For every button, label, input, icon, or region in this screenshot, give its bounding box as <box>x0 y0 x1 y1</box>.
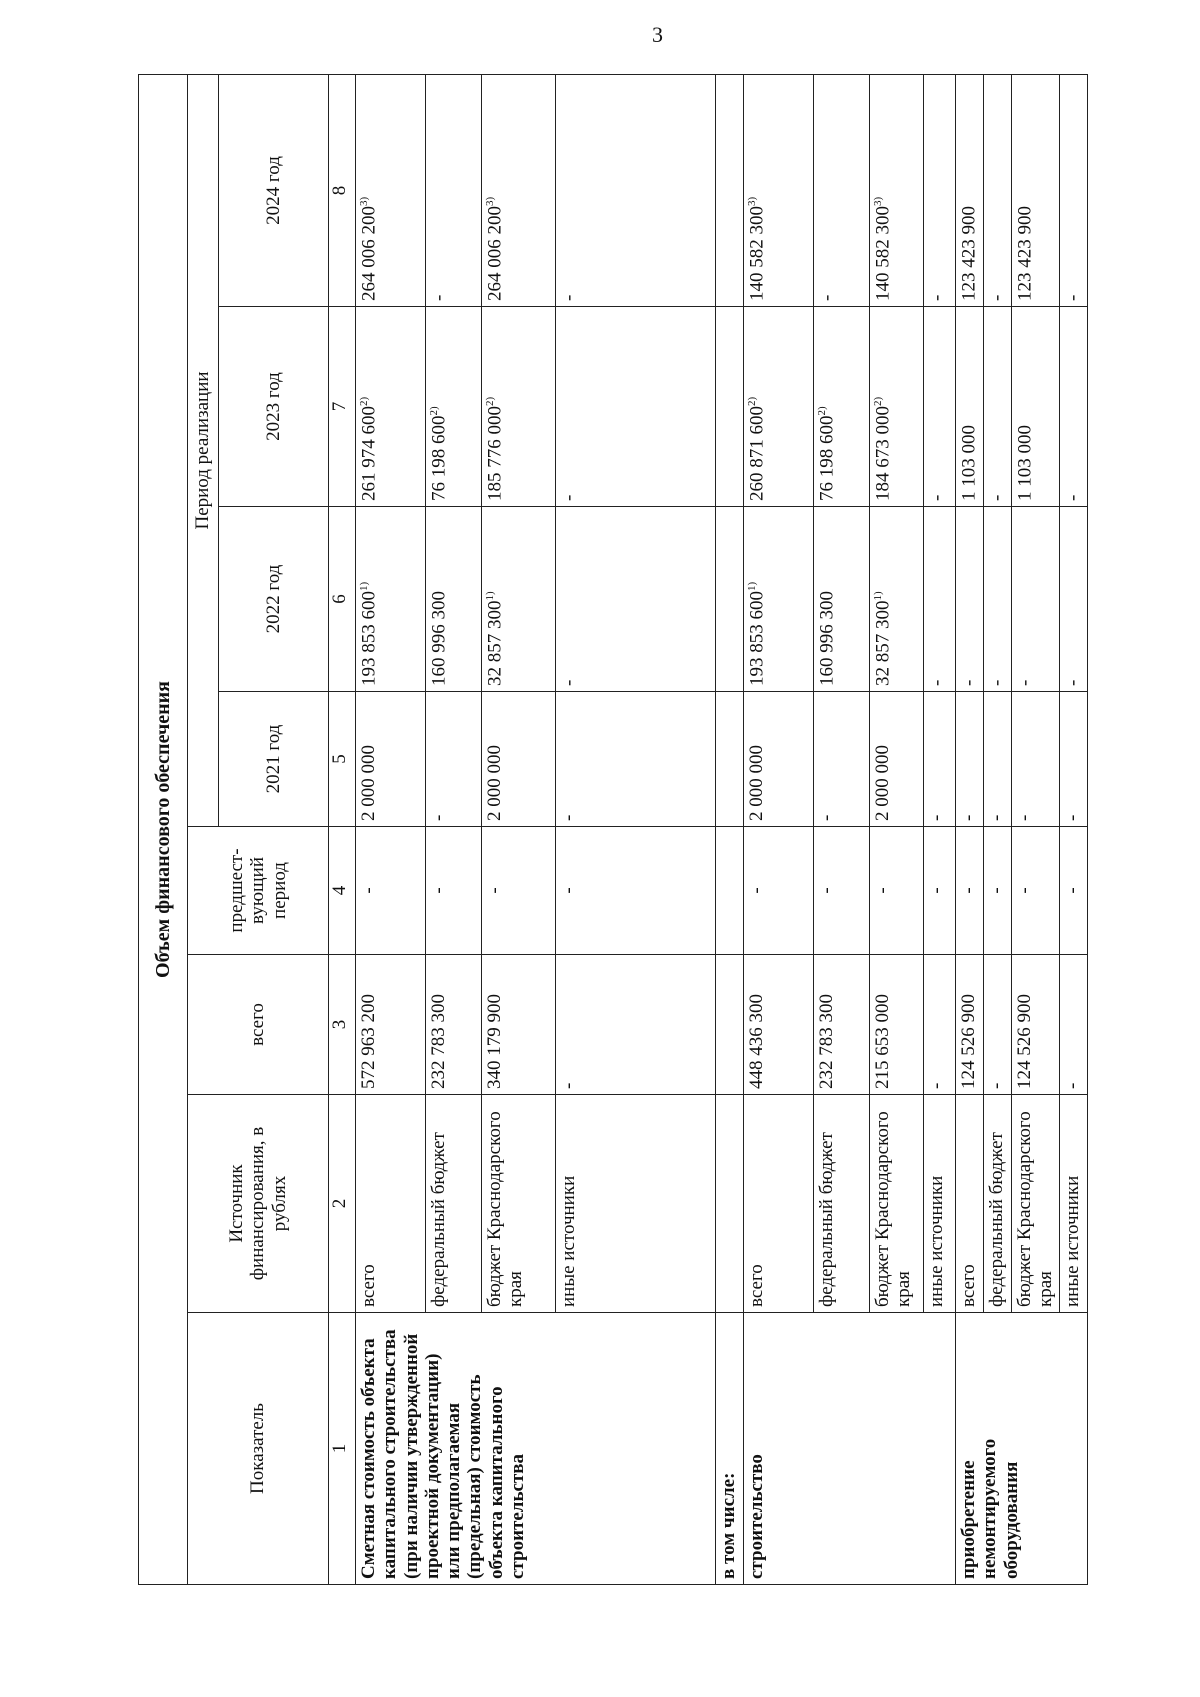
previous-cell: - <box>924 827 956 955</box>
indicator-cell: приобретение немонтируемого оборудования <box>956 1313 1088 1585</box>
source-cell: федеральный бюджет <box>426 1095 482 1313</box>
year-2022-cell-value: - <box>926 679 948 686</box>
header-year-2023: 2023 год <box>219 307 329 507</box>
year-2021-cell: 2 000 000 <box>744 692 814 827</box>
year-2023-cell <box>984 307 1012 507</box>
year-2023-cell <box>870 307 924 507</box>
year-2021-cell: - <box>956 692 984 827</box>
year-2023-cell-footnote: 2) <box>428 406 440 416</box>
total-cell: 340 179 900 <box>482 955 556 1095</box>
year-2024-cell <box>1059 74 1087 306</box>
year-2022-cell-value: 193 853 600 <box>358 591 380 686</box>
year-2024-cell <box>482 74 556 306</box>
year-2022-cell-value: - <box>558 679 580 686</box>
year-2023-cell <box>1059 307 1087 507</box>
header-total: всего <box>188 955 329 1095</box>
indicator-cell: строительство <box>744 1313 956 1585</box>
year-2023-cell <box>1012 307 1060 507</box>
source-cell: иные источники <box>924 1095 956 1313</box>
year-2024-cell <box>356 74 426 306</box>
year-2022-cell-value: 160 996 300 <box>428 591 450 686</box>
year-2023-cell-value: 260 871 600 <box>746 406 768 501</box>
year-2024-cell <box>556 74 716 306</box>
total-cell: - <box>984 955 1012 1095</box>
year-2023-cell-value: - <box>986 494 1008 501</box>
col-number: 2 <box>329 1095 356 1313</box>
year-2023-cell-value: 1 103 000 <box>958 425 980 501</box>
year-2024-cell <box>870 74 924 306</box>
year-2022-cell-value: - <box>986 679 1008 686</box>
previous-cell: - <box>1059 827 1087 955</box>
year-2023-cell <box>956 307 984 507</box>
subheader-label: в том числе: <box>716 1313 744 1585</box>
empty-cell <box>716 507 744 692</box>
year-2022-cell <box>426 507 482 692</box>
year-2023-cell-value: - <box>558 494 580 501</box>
year-2024-cell-value: 140 582 300 <box>746 206 768 301</box>
year-2022-cell-value: 160 996 300 <box>816 591 838 686</box>
year-2022-cell <box>956 507 984 692</box>
year-2022-cell <box>482 507 556 692</box>
header-year-2021: 2021 год <box>219 692 329 827</box>
year-2022-cell-value: 193 853 600 <box>746 591 768 686</box>
total-cell: 232 783 300 <box>814 955 870 1095</box>
year-2023-cell-value: - <box>926 494 948 501</box>
year-2024-cell-value: 123 423 900 <box>1014 206 1036 301</box>
col-number: 7 <box>329 307 356 507</box>
total-cell: 124 526 900 <box>1012 955 1060 1095</box>
year-2024-cell <box>956 74 984 306</box>
year-2024-cell-value: 264 006 200 <box>484 206 506 301</box>
year-2022-cell-footnote: 1) <box>358 581 370 591</box>
year-2023-cell-footnote: 2) <box>484 396 496 406</box>
previous-cell: - <box>556 827 716 955</box>
table-row <box>744 74 814 1584</box>
header-period: Период реализации <box>188 74 219 826</box>
empty-cell <box>716 74 744 306</box>
empty-cell <box>716 955 744 1095</box>
total-cell: - <box>556 955 716 1095</box>
year-2023-cell <box>482 307 556 507</box>
col-number: 1 <box>329 1313 356 1585</box>
year-2023-cell-value: 1 103 000 <box>1014 425 1036 501</box>
year-2022-cell <box>814 507 870 692</box>
year-2022-cell <box>924 507 956 692</box>
header-previous: предшест-вующий период <box>188 827 329 955</box>
year-2022-cell <box>356 507 426 692</box>
total-cell: 232 783 300 <box>426 955 482 1095</box>
year-2023-cell-value: 261 974 600 <box>358 406 380 501</box>
year-2022-cell <box>870 507 924 692</box>
title-row <box>139 74 188 1584</box>
source-cell: бюджет Краснодарского края <box>1012 1095 1060 1313</box>
year-2024-cell <box>924 74 956 306</box>
year-2023-cell <box>924 307 956 507</box>
previous-cell: - <box>356 827 426 955</box>
year-2024-cell-value: - <box>1061 294 1083 301</box>
table-body <box>139 74 1088 1584</box>
year-2024-cell-value: - <box>986 294 1008 301</box>
header-source: Источник финансирования, в рублях <box>188 1095 329 1313</box>
column-numbers-row <box>329 74 356 1584</box>
year-2024-cell-value: 140 582 300 <box>872 206 894 301</box>
source-cell: федеральный бюджет <box>814 1095 870 1313</box>
year-2024-cell-footnote: 3) <box>872 196 884 206</box>
year-2023-cell-footnote: 2) <box>816 406 828 416</box>
year-2022-cell <box>744 507 814 692</box>
year-2022-cell <box>1059 507 1087 692</box>
empty-cell <box>716 827 744 955</box>
year-2023-cell-footnote: 2) <box>358 396 370 406</box>
source-cell: всего <box>956 1095 984 1313</box>
source-cell: федеральный бюджет <box>984 1095 1012 1313</box>
empty-cell <box>716 692 744 827</box>
year-2021-cell: - <box>1059 692 1087 827</box>
col-number: 3 <box>329 955 356 1095</box>
year-2021-cell: - <box>924 692 956 827</box>
total-cell: - <box>924 955 956 1095</box>
year-2023-cell-footnote: 2) <box>746 396 758 406</box>
rotated-table-container <box>138 75 1083 1585</box>
indicator-cell: Сметная стоимость объекта капитального строительства (при наличии утвержденной проектной документации) или предполагаемая (предельная) стоимость объекта капитального строительства <box>356 1313 716 1585</box>
header-row-1 <box>188 74 219 1584</box>
year-2024-cell-value: 123 423 900 <box>958 206 980 301</box>
year-2021-cell: 2 000 000 <box>356 692 426 827</box>
year-2023-cell-value: 76 198 600 <box>428 415 450 501</box>
empty-cell <box>716 307 744 507</box>
year-2021-cell: - <box>984 692 1012 827</box>
year-2023-cell <box>356 307 426 507</box>
year-2024-cell <box>744 74 814 306</box>
year-2022-cell <box>984 507 1012 692</box>
header-year-2024: 2024 год <box>219 74 329 306</box>
year-2023-cell <box>556 307 716 507</box>
year-2024-cell-footnote: 3) <box>484 196 496 206</box>
year-2022-cell-value: 32 857 300 <box>872 600 894 686</box>
previous-cell: - <box>984 827 1012 955</box>
source-cell: всего <box>744 1095 814 1313</box>
source-cell: бюджет Краснодарского края <box>870 1095 924 1313</box>
previous-cell: - <box>870 827 924 955</box>
year-2024-cell <box>1012 74 1060 306</box>
empty-cell <box>716 1095 744 1313</box>
year-2024-cell-value: - <box>428 294 450 301</box>
year-2024-cell-value: - <box>816 294 838 301</box>
year-2022-cell <box>556 507 716 692</box>
col-number: 6 <box>329 507 356 692</box>
col-number: 8 <box>329 74 356 306</box>
year-2022-cell-footnote: 1) <box>484 591 496 601</box>
year-2022-cell-footnote: 1) <box>746 581 758 591</box>
year-2024-cell <box>426 74 482 306</box>
previous-cell: - <box>482 827 556 955</box>
table-row <box>356 74 426 1584</box>
col-number: 4 <box>329 827 356 955</box>
year-2021-cell: - <box>814 692 870 827</box>
year-2023-cell-value: - <box>1061 494 1083 501</box>
year-2024-cell-value: 264 006 200 <box>358 206 380 301</box>
previous-cell: - <box>426 827 482 955</box>
year-2021-cell: - <box>556 692 716 827</box>
total-cell: 124 526 900 <box>956 955 984 1095</box>
table-row <box>956 74 984 1584</box>
year-2024-cell-footnote: 3) <box>746 196 758 206</box>
source-cell: иные источники <box>556 1095 716 1313</box>
previous-cell: - <box>744 827 814 955</box>
subheader-row <box>716 74 744 1584</box>
year-2022-cell-value: - <box>958 679 980 686</box>
source-cell: бюджет Краснодарского края <box>482 1095 556 1313</box>
header-year-2022: 2022 год <box>219 507 329 692</box>
previous-cell: - <box>956 827 984 955</box>
year-2023-cell-value: 76 198 600 <box>816 415 838 501</box>
year-2021-cell: 2 000 000 <box>482 692 556 827</box>
year-2022-cell-value: - <box>1061 679 1083 686</box>
source-cell: всего <box>356 1095 426 1313</box>
year-2024-cell <box>984 74 1012 306</box>
total-cell: 215 653 000 <box>870 955 924 1095</box>
year-2021-cell: - <box>1012 692 1060 827</box>
page-number: 3 <box>652 22 663 47</box>
year-2024-cell-value: - <box>558 294 580 301</box>
year-2023-cell-footnote: 2) <box>872 396 884 406</box>
previous-cell: - <box>814 827 870 955</box>
source-cell: иные источники <box>1059 1095 1087 1313</box>
year-2022-cell-value: - <box>1014 679 1036 686</box>
year-2024-cell-footnote: 3) <box>358 196 370 206</box>
year-2022-cell <box>1012 507 1060 692</box>
year-2023-cell-value: 185 776 000 <box>484 406 506 501</box>
total-cell: - <box>1059 955 1087 1095</box>
previous-cell: - <box>1012 827 1060 955</box>
year-2021-cell: 2 000 000 <box>870 692 924 827</box>
total-cell: 572 963 200 <box>356 955 426 1095</box>
header-indicator: Показатель <box>188 1313 329 1585</box>
year-2024-cell <box>814 74 870 306</box>
col-number: 5 <box>329 692 356 827</box>
year-2023-cell-value: 184 673 000 <box>872 406 894 501</box>
financing-table <box>138 74 1088 1585</box>
year-2023-cell <box>426 307 482 507</box>
year-2024-cell-value: - <box>926 294 948 301</box>
year-2022-cell-footnote: 1) <box>872 591 884 601</box>
year-2021-cell: - <box>426 692 482 827</box>
year-2023-cell <box>744 307 814 507</box>
total-cell: 448 436 300 <box>744 955 814 1095</box>
year-2022-cell-value: 32 857 300 <box>484 600 506 686</box>
table-title: Объем финансового обеспечения <box>139 74 188 1584</box>
year-2023-cell <box>814 307 870 507</box>
